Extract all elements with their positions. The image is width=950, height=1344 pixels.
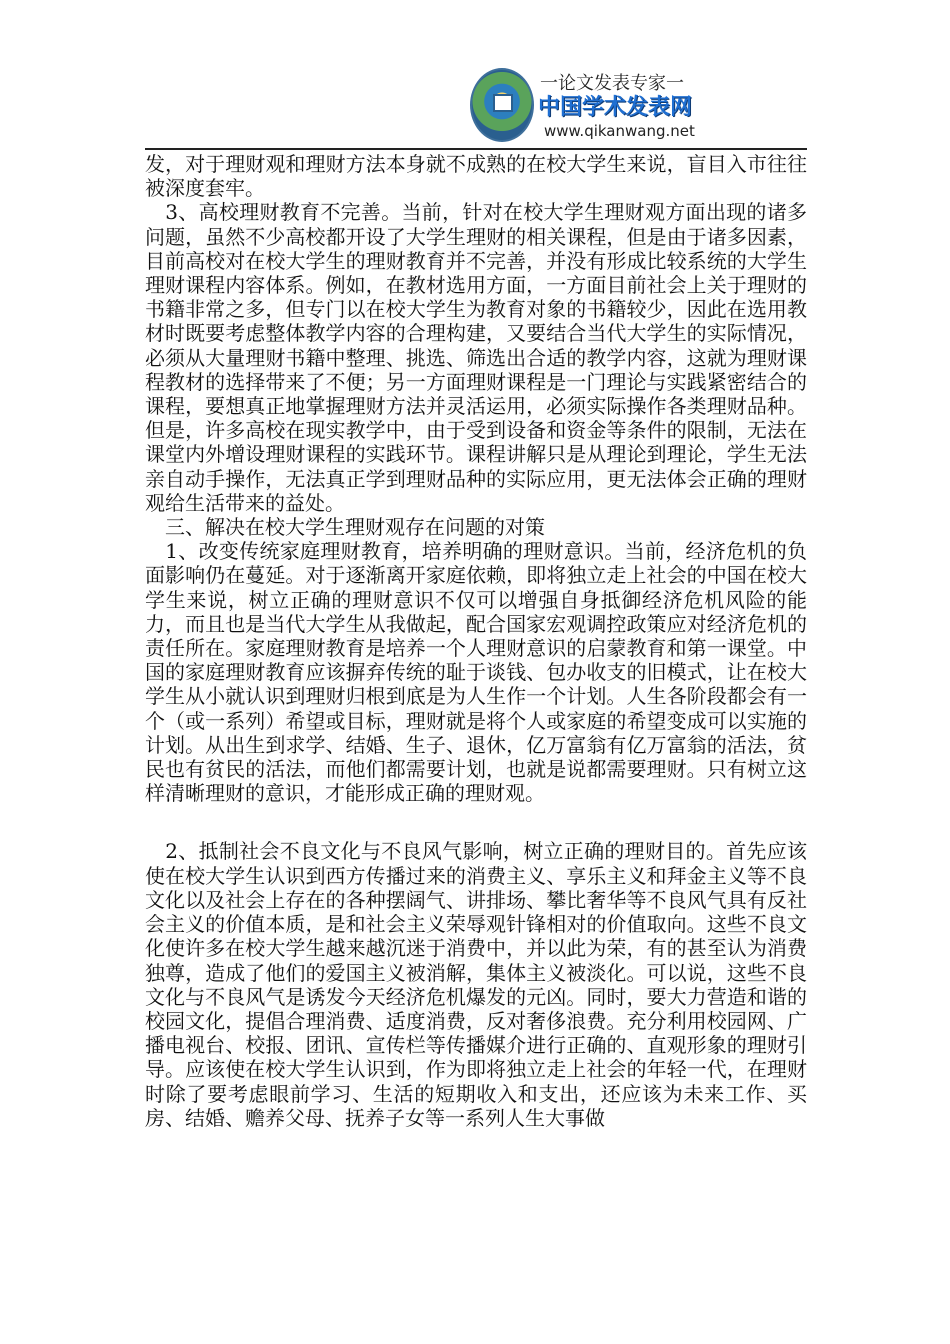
header-rule (145, 148, 807, 150)
book-icon (493, 94, 513, 112)
paragraph-solution-2: 2、抵制社会不良文化与不良风气影响，树立正确的理财目的。首先应该使在校大学生认识到西方传播过来的消费主义、享乐主义和拜金主义等不良文化以及社会上存在的各种摆阔气、讲排场、攀比奢华等不良风气具有反社会主义的价值本质，是和社会主义荣辱观针锋相对的价值取向。这些不良文化使许多在校大学生越来越沉迷于消费中，并以此为荣，有的甚至认为消费独尊，造成了他们的爱国主义被消解，集体主义被淡化。可以说，这些不良文化与不良风气是诱发今天经济危机爆发的元凶。同时，要大力营造和谐的校园文化，提倡合理消费、适度消费，反对奢侈浪费。充分利用校园网、广播电视台、校报、团讯、宣传栏等传播媒介进行正确的、直观形象的理财引导。应该使在校大学生认识到，作为即将独立走上社会的年轻一代，在理财时除了要考虑眼前学习、生活的短期收入和支出，还应该为未来工作、买房、结婚、赡养父母、抚养子女等一系列人生大事做 (145, 839, 807, 1130)
logo-seal-icon (470, 68, 534, 142)
logo-slogan: 一论文发表专家一 (540, 73, 684, 94)
document-body (145, 152, 807, 1130)
logo-title: 中国学术发表网 (538, 95, 693, 120)
section-heading: 三、解决在校大学生理财观存在问题的对策 (145, 515, 545, 540)
paragraph-section-3: 3、高校理财教育不完善。当前，针对在校大学生理财观方面出现的诸多问题，虽然不少高校都开设了大学生理财的相关课程，但是由于诸多因素，目前高校对在校大学生的理财教育并不完善，并没有形成比较系统的大学生理财课程内容体系。例如，在教材选用方面，一方面目前社会上关于理财的书籍非常之多，但专门以在校大学生为教育对象的书籍较少，因此在选用教材时既要考虑整体教学内容的合理构建，又要结合当代大学生的实际情况，必须从大量理财书籍中整理、挑选、筛选出合适的教学内容，这就为理财课程教材的选择带来了不便；另一方面理财课程是一门理论与实践紧密结合的课程，要想真正地掌握理财方法并灵活运用，必须实际操作各类理财品种。但是，许多高校在现实教学中，由于受到设备和资金等条件的限制，无法在课堂内外增设理财课程的实践环节。课程讲解只是从理论到理论，学生无法亲自动手操作，无法真正学到理财品种的实际应用，更无法体会正确的理财观给生活带来的益处。 (145, 200, 807, 515)
paragraph-solution-1: 1、改变传统家庭理财教育，培养明确的理财意识。当前，经济危机的负面影响仍在蔓延。对于逐渐离开家庭依赖，即将独立走上社会的中国在校大学生来说，树立正确的理财意识不仅可以增强自身抵御经济危机风险的能力，而且也是当代大学生从我做起，配合国家宏观调控政策应对经济危机的责任所在。家庭理财教育是培养一个人理财意识的启蒙教育和第一课堂。中国的家庭理财教育应该摒弃传统的耻于谈钱、包办收支的旧模式，让在校大学生从小就认识到理财归根到底是为人生作一个计划。人生各阶段都会有一个（或一系列）希望或目标，理财就是将个人或家庭的希望变成可以实施的计划。从出生到求学、结婚、生子、退休，亿万富翁有亿万富翁的活法，贫民也有贫民的活法，而他们都需要计划，也就是说都需要理财。只有树立这样清晰理财的意识，才能形成正确的理财观。 (145, 539, 807, 806)
paragraph-continuation: 发，对于理财观和理财方法本身就不成熟的在校大学生来说，盲目入市往往被深度套牢。 (145, 152, 807, 201)
logo-url: www.qikanwang.net (544, 122, 695, 140)
paragraph-spacer (145, 805, 807, 839)
journal-logo (470, 68, 702, 144)
